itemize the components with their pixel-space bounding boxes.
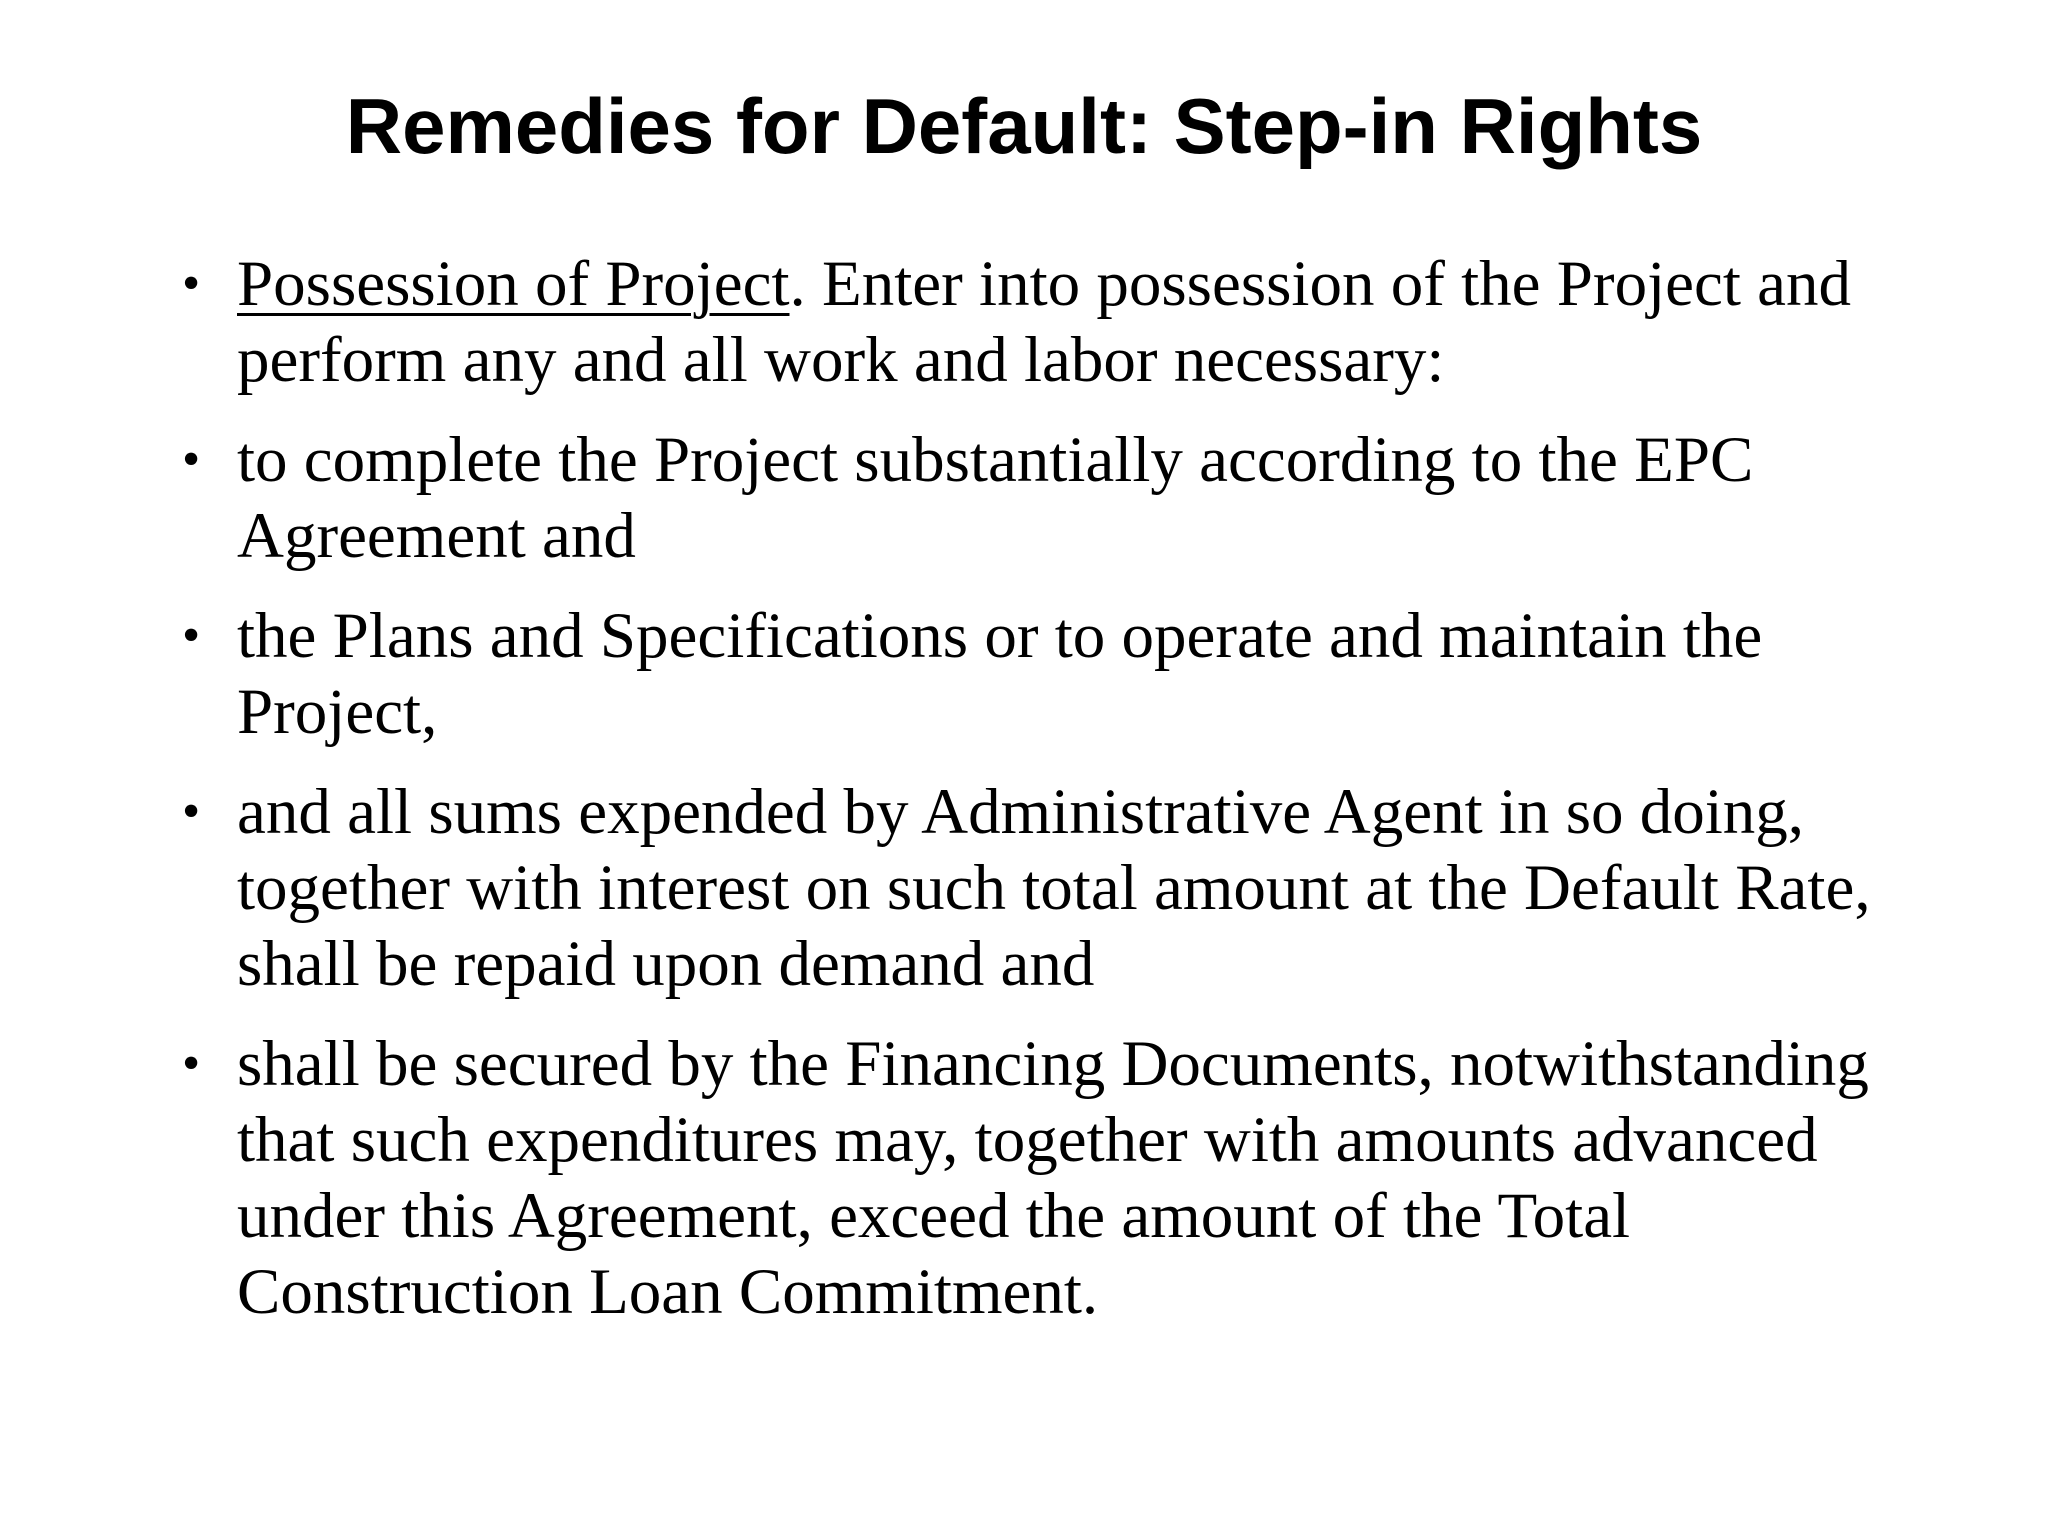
- bullet-dot-icon: •: [182, 1035, 201, 1092]
- bullet-dot-icon: •: [182, 255, 201, 312]
- bullet-text: to complete the Project substantially according to the EPC Agreement and: [237, 424, 1754, 572]
- bullet-text: and all sums expended by Administrative Agent in so doing, together with interest on such total amount at the Default Rate, shall be repaid upon demand and: [237, 776, 1871, 1000]
- bullet-item-secured: [182, 1026, 1922, 1330]
- bullet-text: shall be secured by the Financing Documents, notwithstanding that such expenditures may, together with amounts advanced under this Agreement, exceed the amount of the Total Construction Loan Commitment.: [237, 1028, 1869, 1328]
- bullet-text: . Enter into possession of the Project and perform any and all work and labor necessary:: [237, 248, 1851, 396]
- bullet-list: [182, 246, 1922, 1354]
- bullet-text: the Plans and Specifications or to operate and maintain the Project,: [237, 600, 1763, 748]
- bullet-dot-icon: •: [182, 607, 201, 664]
- bullet-dot-icon: •: [182, 783, 201, 840]
- bullet-item-sums-expended: [182, 774, 1922, 1002]
- bullet-item-possession: [182, 246, 1922, 398]
- slide-title: Remedies for Default: Step-in Rights: [345, 82, 1703, 170]
- bullet-lead-underlined: Possession of Project: [237, 248, 790, 320]
- bullet-dot-icon: •: [182, 431, 201, 488]
- bullet-item-complete-project: [182, 422, 1922, 574]
- bullet-item-plans-specifications: [182, 598, 1922, 750]
